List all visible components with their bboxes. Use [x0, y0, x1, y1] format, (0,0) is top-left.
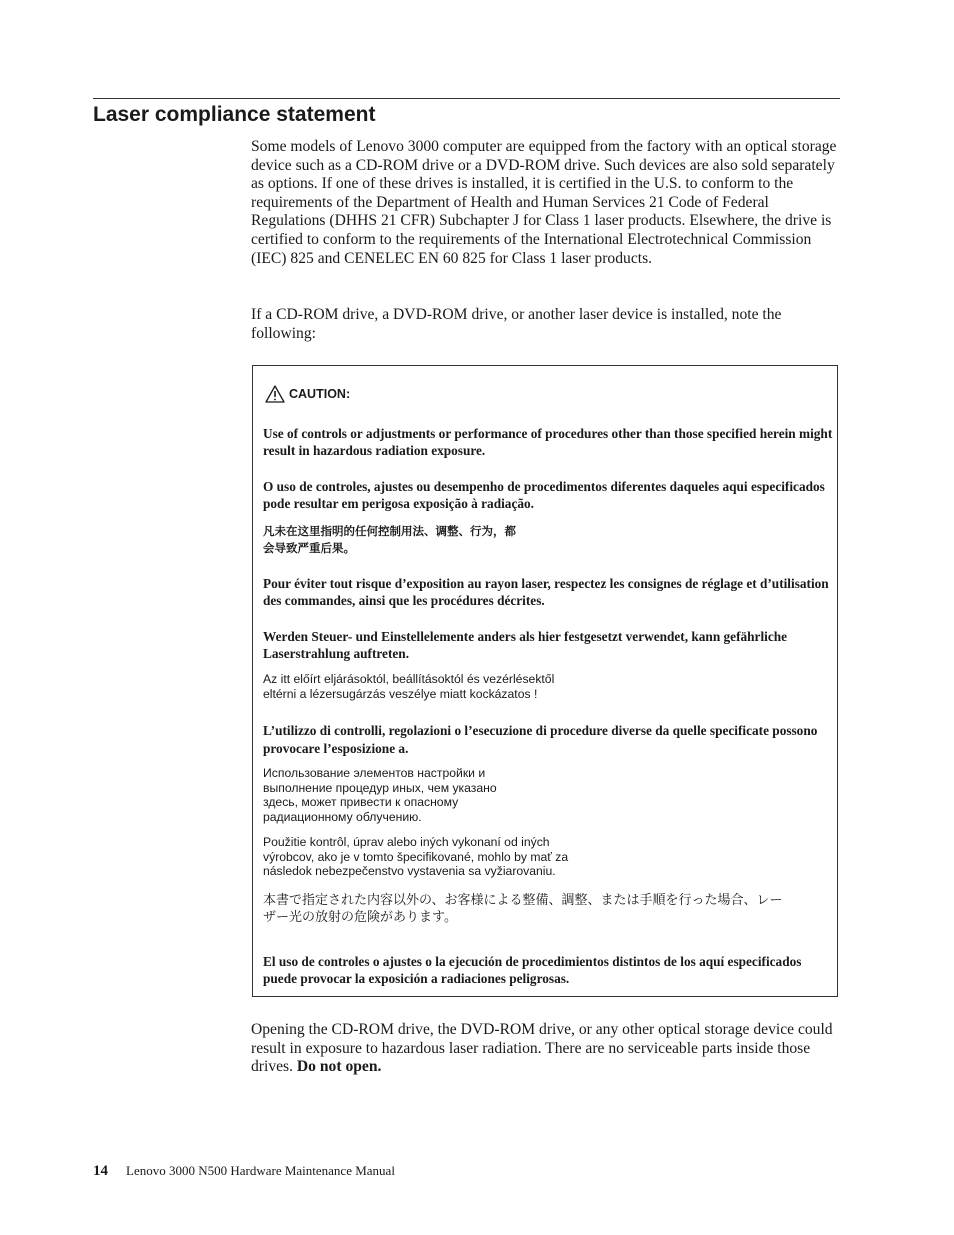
page-footer	[93, 1163, 395, 1180]
caution-text-french: Pour éviter tout risque d’exposition au rayon laser, respectez les consignes de réglage et d’utilisation des commandes, ainsi que les procédures décrites.	[263, 576, 829, 608]
caution-header	[265, 385, 350, 403]
caution-text-german: Werden Steuer- und Einstellelemente anders als hier festgesetzt verwendet, kann gefährliche Laserstrahlung auftreten.	[263, 629, 788, 661]
do-not-open-emphasis: Do not open.	[296, 1058, 382, 1076]
manual-title: Lenovo 3000 N500 Hardware Maintenance Manual	[126, 1163, 395, 1178]
caution-text-english: Use of controls or adjustments or performance of procedures other than those specified herein might result in hazardous radiation exposure.	[263, 426, 833, 458]
caution-box	[252, 365, 838, 997]
heading-rule	[93, 98, 840, 99]
caution-text-portuguese: O uso de controles, ajustes ou desempenho de procedimentos diferentes daqueles aqui especificados pode resultar em perigosa exposição à radiação.	[263, 479, 825, 511]
intro-paragraph: Some models of Lenovo 3000 computer are equipped from the factory with an optical storage device such as a CD-ROM drive or a DVD-ROM drive. Such devices are also sold separately as options. If one of these drives is installed, it is certified in the U.S. to conform to the requirements of the Department of Health and Human Services 21 Code of Federal Regulations (DHHS 21 CFR) Subchapter J for Class 1 laser products. Elsewhere, the drive is certified to conform to the requirements of the International Electrotechnical Commission (IEC) 825 and CENELEC EN 60 825 for Class 1 laser products.	[251, 138, 837, 267]
note-paragraph: If a CD-ROM drive, a DVD-ROM drive, or another laser device is installed, note the following:	[251, 306, 782, 342]
caution-text-slovak: Použitie kontrôl, úprav alebo iných vykonaní od iných výrobcov, ako je v tomto špecifikované, mohlo by mať za následok nebezpečenstvo vystavenia sa vyžiarovaniu.	[263, 835, 569, 879]
caution-text-italian: L’utilizzo di controlli, regolazioni o l’esecuzione di procedure diverse da quelle specificate possono provocare l’esposizione a.	[263, 723, 818, 756]
caution-text-hungarian: Az itt előírt eljárásoktól, beállításoktól és vezérlésektől eltérni a lézersugárzás veszélye miatt kockázatos !	[263, 672, 555, 701]
page-title: Laser compliance statement	[93, 103, 376, 126]
caution-text-chinese: 凡未在这里指明的任何控制用法、调整、行为，都会导致严重后果。	[263, 524, 516, 555]
caution-label: CAUTION:	[289, 387, 351, 401]
caution-text-russian: Использование элементов настройки и выполнение процедур иных, чем указано здесь, может привести к опасному радиационному облучению.	[263, 766, 497, 824]
page-number: 14	[93, 1163, 108, 1179]
closing-paragraph	[251, 1021, 841, 1077]
caution-text-spanish: El uso de controles o ajustes o la ejecución de procedimientos distintos de los aquí especificados puede provocar la exposición a radiaciones peligrosas.	[263, 954, 802, 986]
warning-triangle-icon	[265, 385, 285, 403]
caution-text-japanese: 本書で指定された内容以外の、お客様による整備、調整、または手順を行った場合、レーザー光の放射の危険があります。	[263, 893, 783, 925]
closing-text: Opening the CD-ROM drive, the DVD-ROM drive, or any other optical storage device could result in exposure to hazardous laser radiation. There are no serviceable parts inside those drives.	[251, 1021, 833, 1076]
